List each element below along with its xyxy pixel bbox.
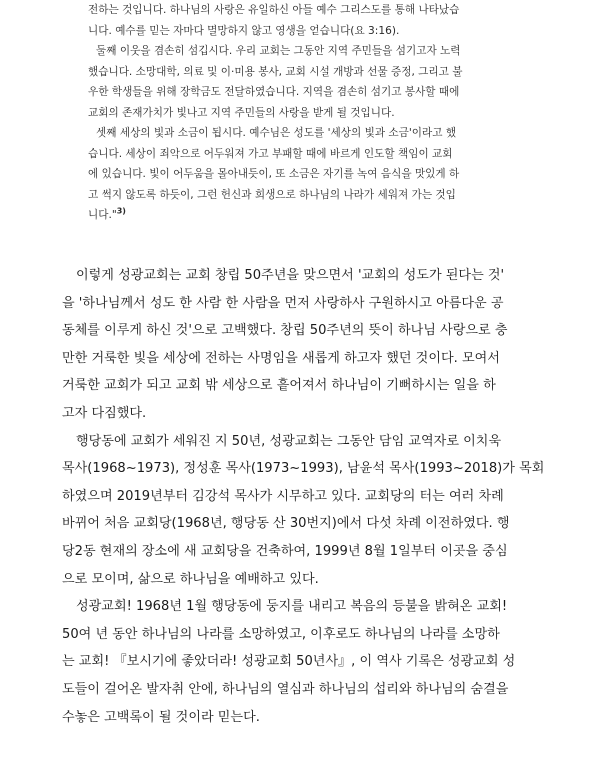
body-line: 도들이 걸어온 발자취 안에, 하나님의 열심과 하나님의 섭리와 하나님의 숨결을 bbox=[62, 681, 509, 697]
body-line: 거룩한 교회가 되고 교회 밖 세상으로 흩어져서 하나님이 기뻐하시는 일을 하 bbox=[62, 378, 496, 394]
body-line: 이렇게 성광교회는 교회 창립 50주년을 맞으면서 '교회의 성도가 된다는 것' bbox=[76, 268, 505, 283]
body-line: 바뀌어 처음 교회당(1968년, 행당동 산 30번지)에서 다섯 차례 이전하였다. 행 bbox=[62, 516, 510, 532]
quote-line: 했습니다. 소망대학, 의료 및 이·미용 봉사, 교회 시설 개방과 선물 증정, 그리고 불 bbox=[88, 65, 463, 78]
body-line: 을 '하나님께서 성도 한 사람 한 사람을 먼저 사랑하사 구원하시고 아름다운 공 bbox=[62, 295, 504, 311]
body-line: 고자 다짐했다. bbox=[62, 405, 147, 421]
quote-line: 우한 학생들을 위해 장학금도 전달하였습니다. 지역을 겸손히 섬기고 봉사할 때에 bbox=[88, 86, 460, 98]
body-line: 행당동에 교회가 세워진 지 50년, 성광교회는 그동안 담임 교역자로 이치욱 bbox=[76, 433, 502, 449]
quote-line: 전하는 것입니다. 하나님의 사랑은 유일하신 아들 예수 그리스도를 통해 나타났습 bbox=[88, 4, 460, 16]
body-line: 동체를 이루게 하신 것'으로 고백했다. 창립 50주년의 뜻이 하나님 사랑으로 충 bbox=[62, 323, 508, 339]
quote-line: 습니다. 세상이 죄악으로 어두워져 가고 부패할 때에 바르게 인도할 책임이 교회 bbox=[88, 147, 453, 160]
body-line: 하였으며 2019년부터 김강석 목사가 시무하고 있다. 교회당의 터는 여러 차례 bbox=[62, 488, 504, 504]
body-text bbox=[62, 262, 564, 731]
quote-line: 둘째 이웃을 겸손히 섬깁시다. 우리 교회는 그동안 지역 주민들을 섬기고자 노력 bbox=[96, 45, 461, 57]
quote-line: 니다." bbox=[88, 209, 117, 221]
quote-last-line bbox=[88, 205, 544, 226]
body-line: 목사(1968~1973), 정성훈 목사(1973~1993), 남윤석 목사(1993~2018)가 목회 bbox=[62, 461, 545, 477]
body-line: 50여 년 동안 하나님의 나라를 소망하였고, 이후로도 하나님의 나라를 소망하 bbox=[62, 626, 500, 642]
body-line: 성광교회! 1968년 1월 행당동에 둥지를 내리고 복음의 등불을 밝혀온 교회! bbox=[76, 599, 508, 615]
body-line: 당2동 현재의 장소에 새 교회당을 건축하여, 1999년 8월 1일부터 이곳을 중심 bbox=[62, 543, 508, 559]
footnote-mark: 3) bbox=[116, 206, 126, 216]
body-line: 만한 거룩한 빛을 세상에 전하는 사명임을 새롭게 하고자 했던 것이다. 모여서 bbox=[62, 350, 500, 366]
quote-line: 니다. 예수를 믿는 자마다 멸망하지 않고 영생을 얻습니다(요 3:16). bbox=[88, 24, 400, 37]
quote-line: 고 썩지 않도록 하듯이, 그런 헌신과 희생으로 하나님의 나라가 세워져 가는 것입 bbox=[88, 188, 456, 201]
block-quote bbox=[88, 0, 544, 226]
body-line: 수놓은 고백록이 될 것이라 믿는다. bbox=[62, 709, 260, 725]
body-line: 는 교회! 『보시기에 좋았더라! 성광교회 50년사』, 이 역사 기록은 성광교회 성 bbox=[62, 654, 516, 670]
body-line: 으로 모이며, 삶으로 하나님을 예배하고 있다. bbox=[62, 571, 319, 587]
quote-line: 에 있습니다. 빛이 어두움을 몰아내듯이, 또 소금은 자기를 녹여 음식을 맛있게 하 bbox=[88, 168, 460, 180]
quote-line: 셋째 세상의 빛과 소금이 됩시다. 예수님은 성도를 '세상의 빛과 소금'이라고 했 bbox=[96, 127, 457, 139]
quote-line: 교회의 존재가치가 빛나고 지역 주민들의 사랑을 받게 될 것입니다. bbox=[88, 106, 395, 119]
